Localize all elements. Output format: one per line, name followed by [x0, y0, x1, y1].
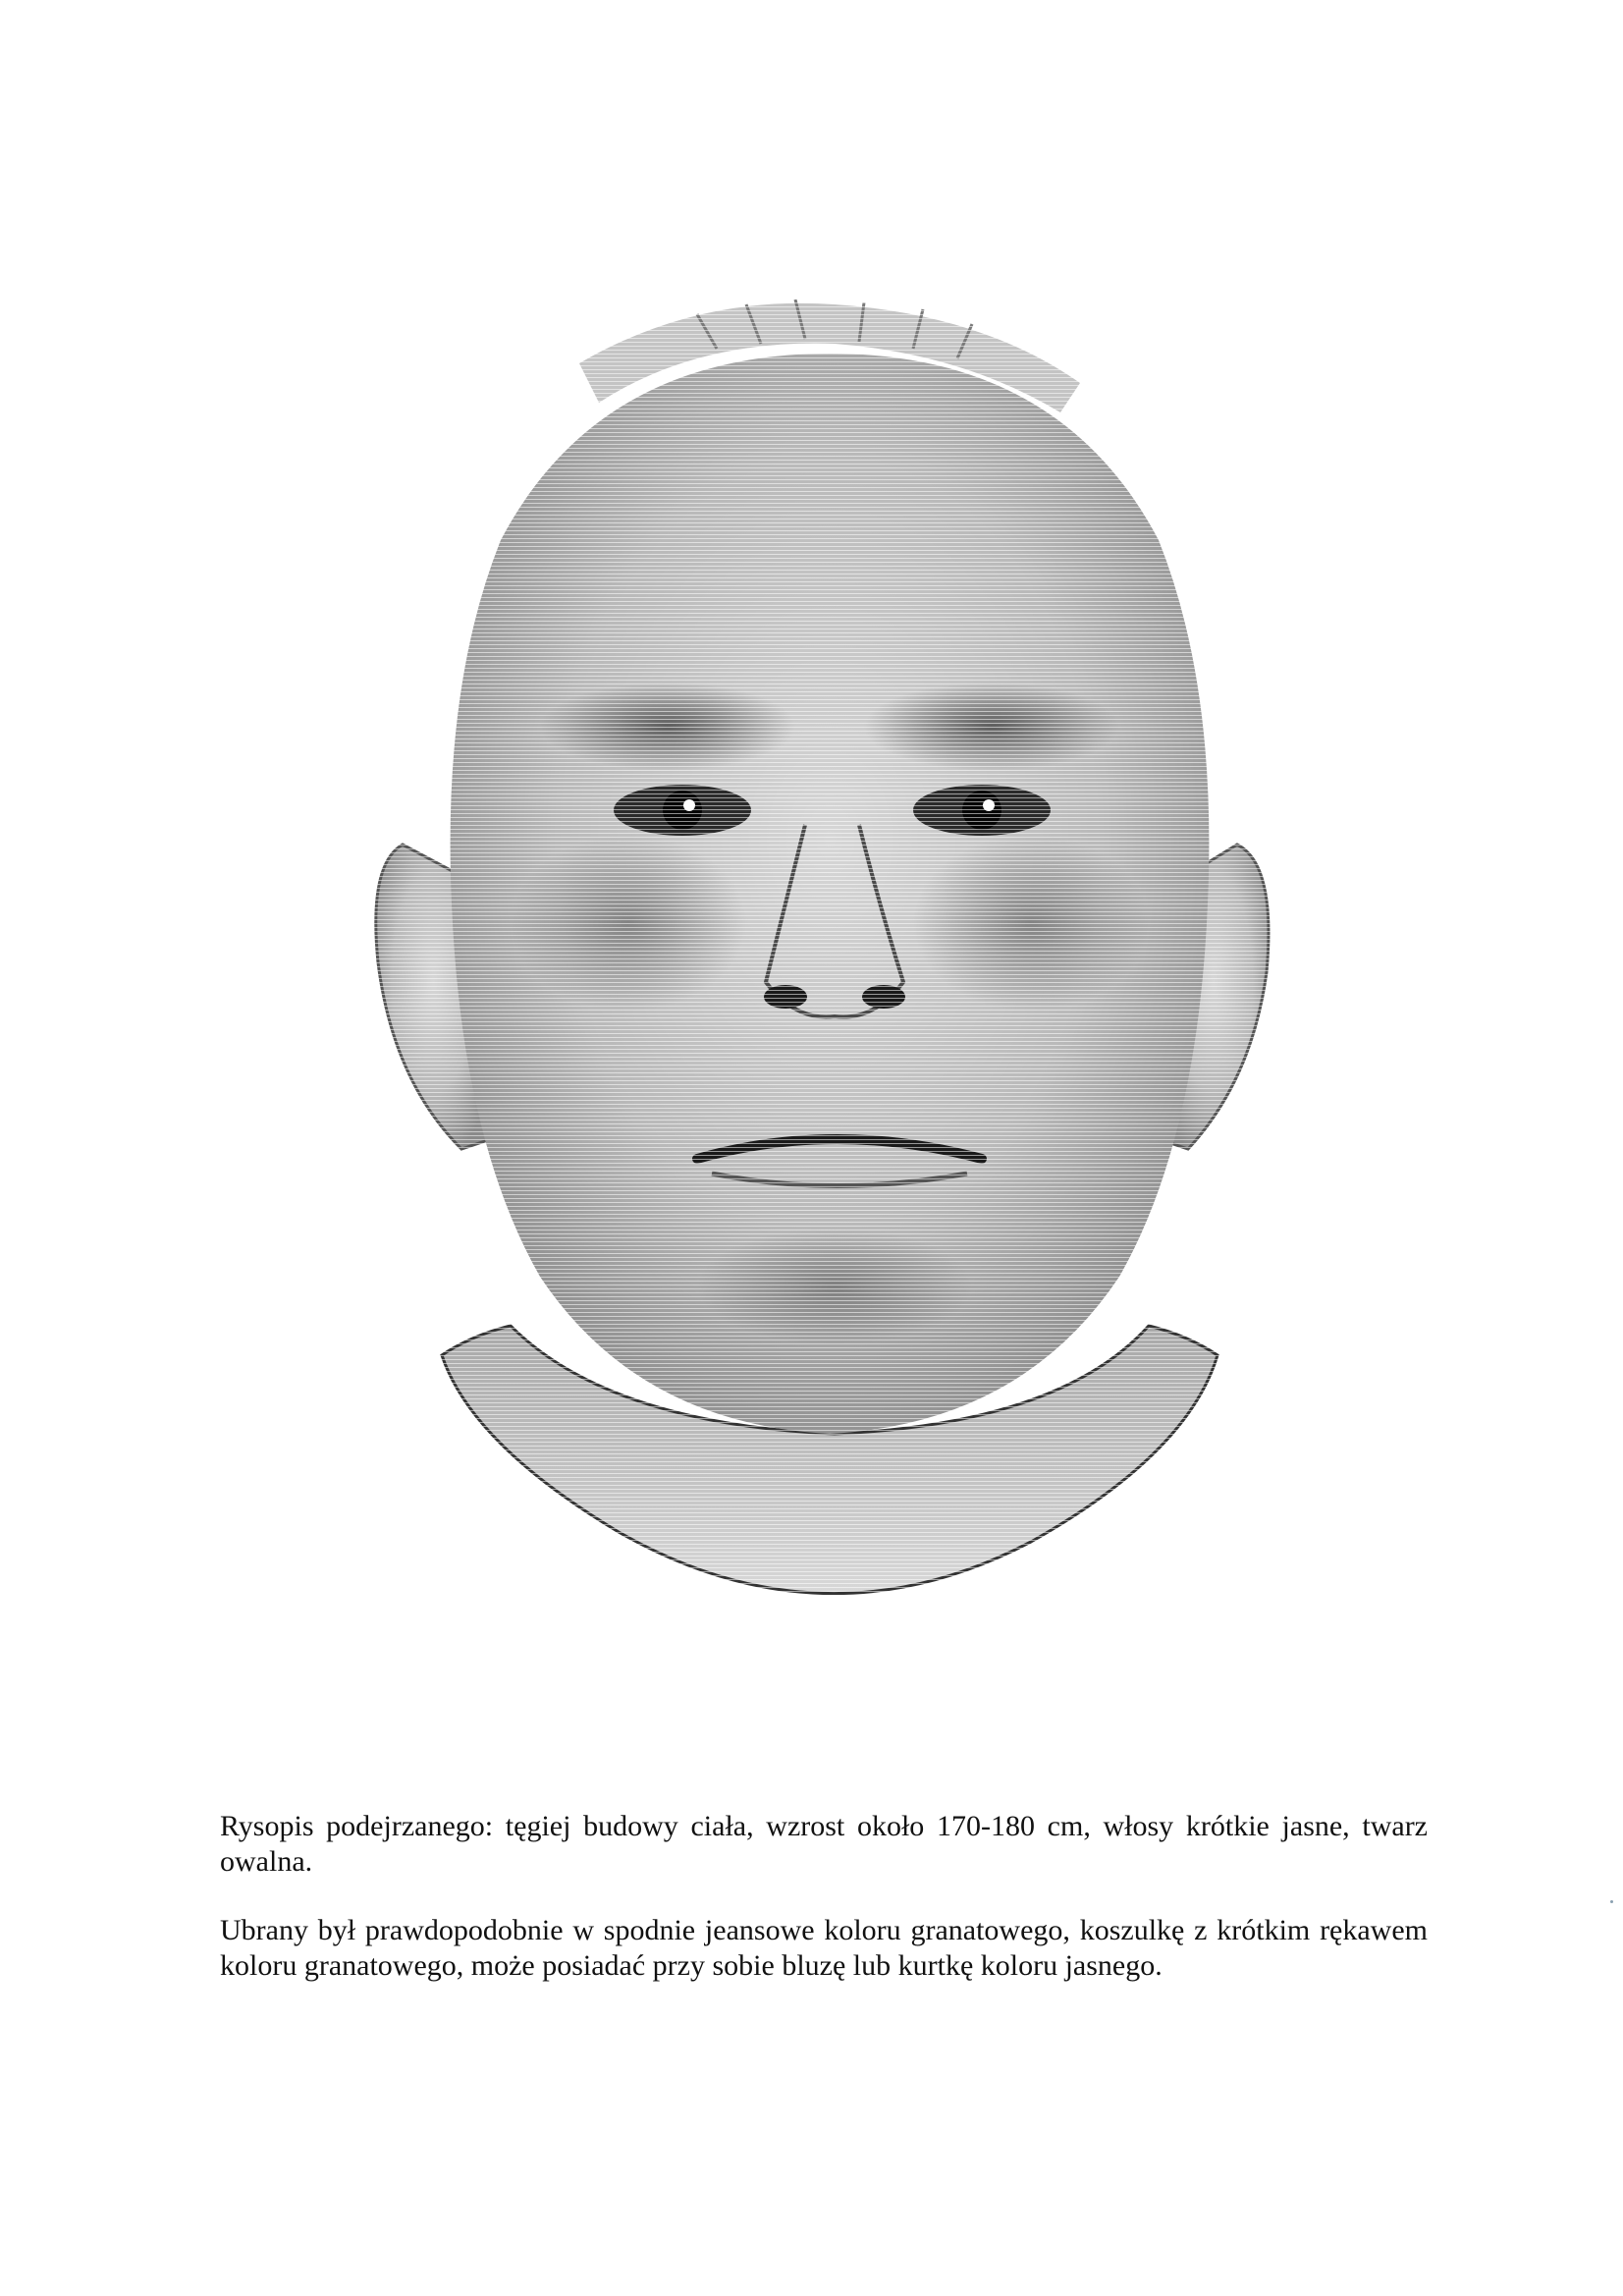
- suspect-composite-portrait-icon: [373, 295, 1286, 1650]
- description-paragraph-appearance: Rysopis podejrzanego: tęgiej budowy ciała, wzrost około 170-180 cm, włosy krótkie jasne, twarz owalna.: [220, 1810, 1428, 1878]
- description-paragraph-clothing: Ubrany był prawdopodobnie w spodnie jeansowe koloru granatowego, koszulkę z krótkim rękawem koloru granatowego, może posiadać przy sobie bluzę lub kurtkę koloru jasnego.: [220, 1914, 1428, 1982]
- scan-speck: [1610, 1900, 1613, 1903]
- suspect-description: [220, 1809, 1428, 2017]
- suspect-portrait: [373, 295, 1286, 1650]
